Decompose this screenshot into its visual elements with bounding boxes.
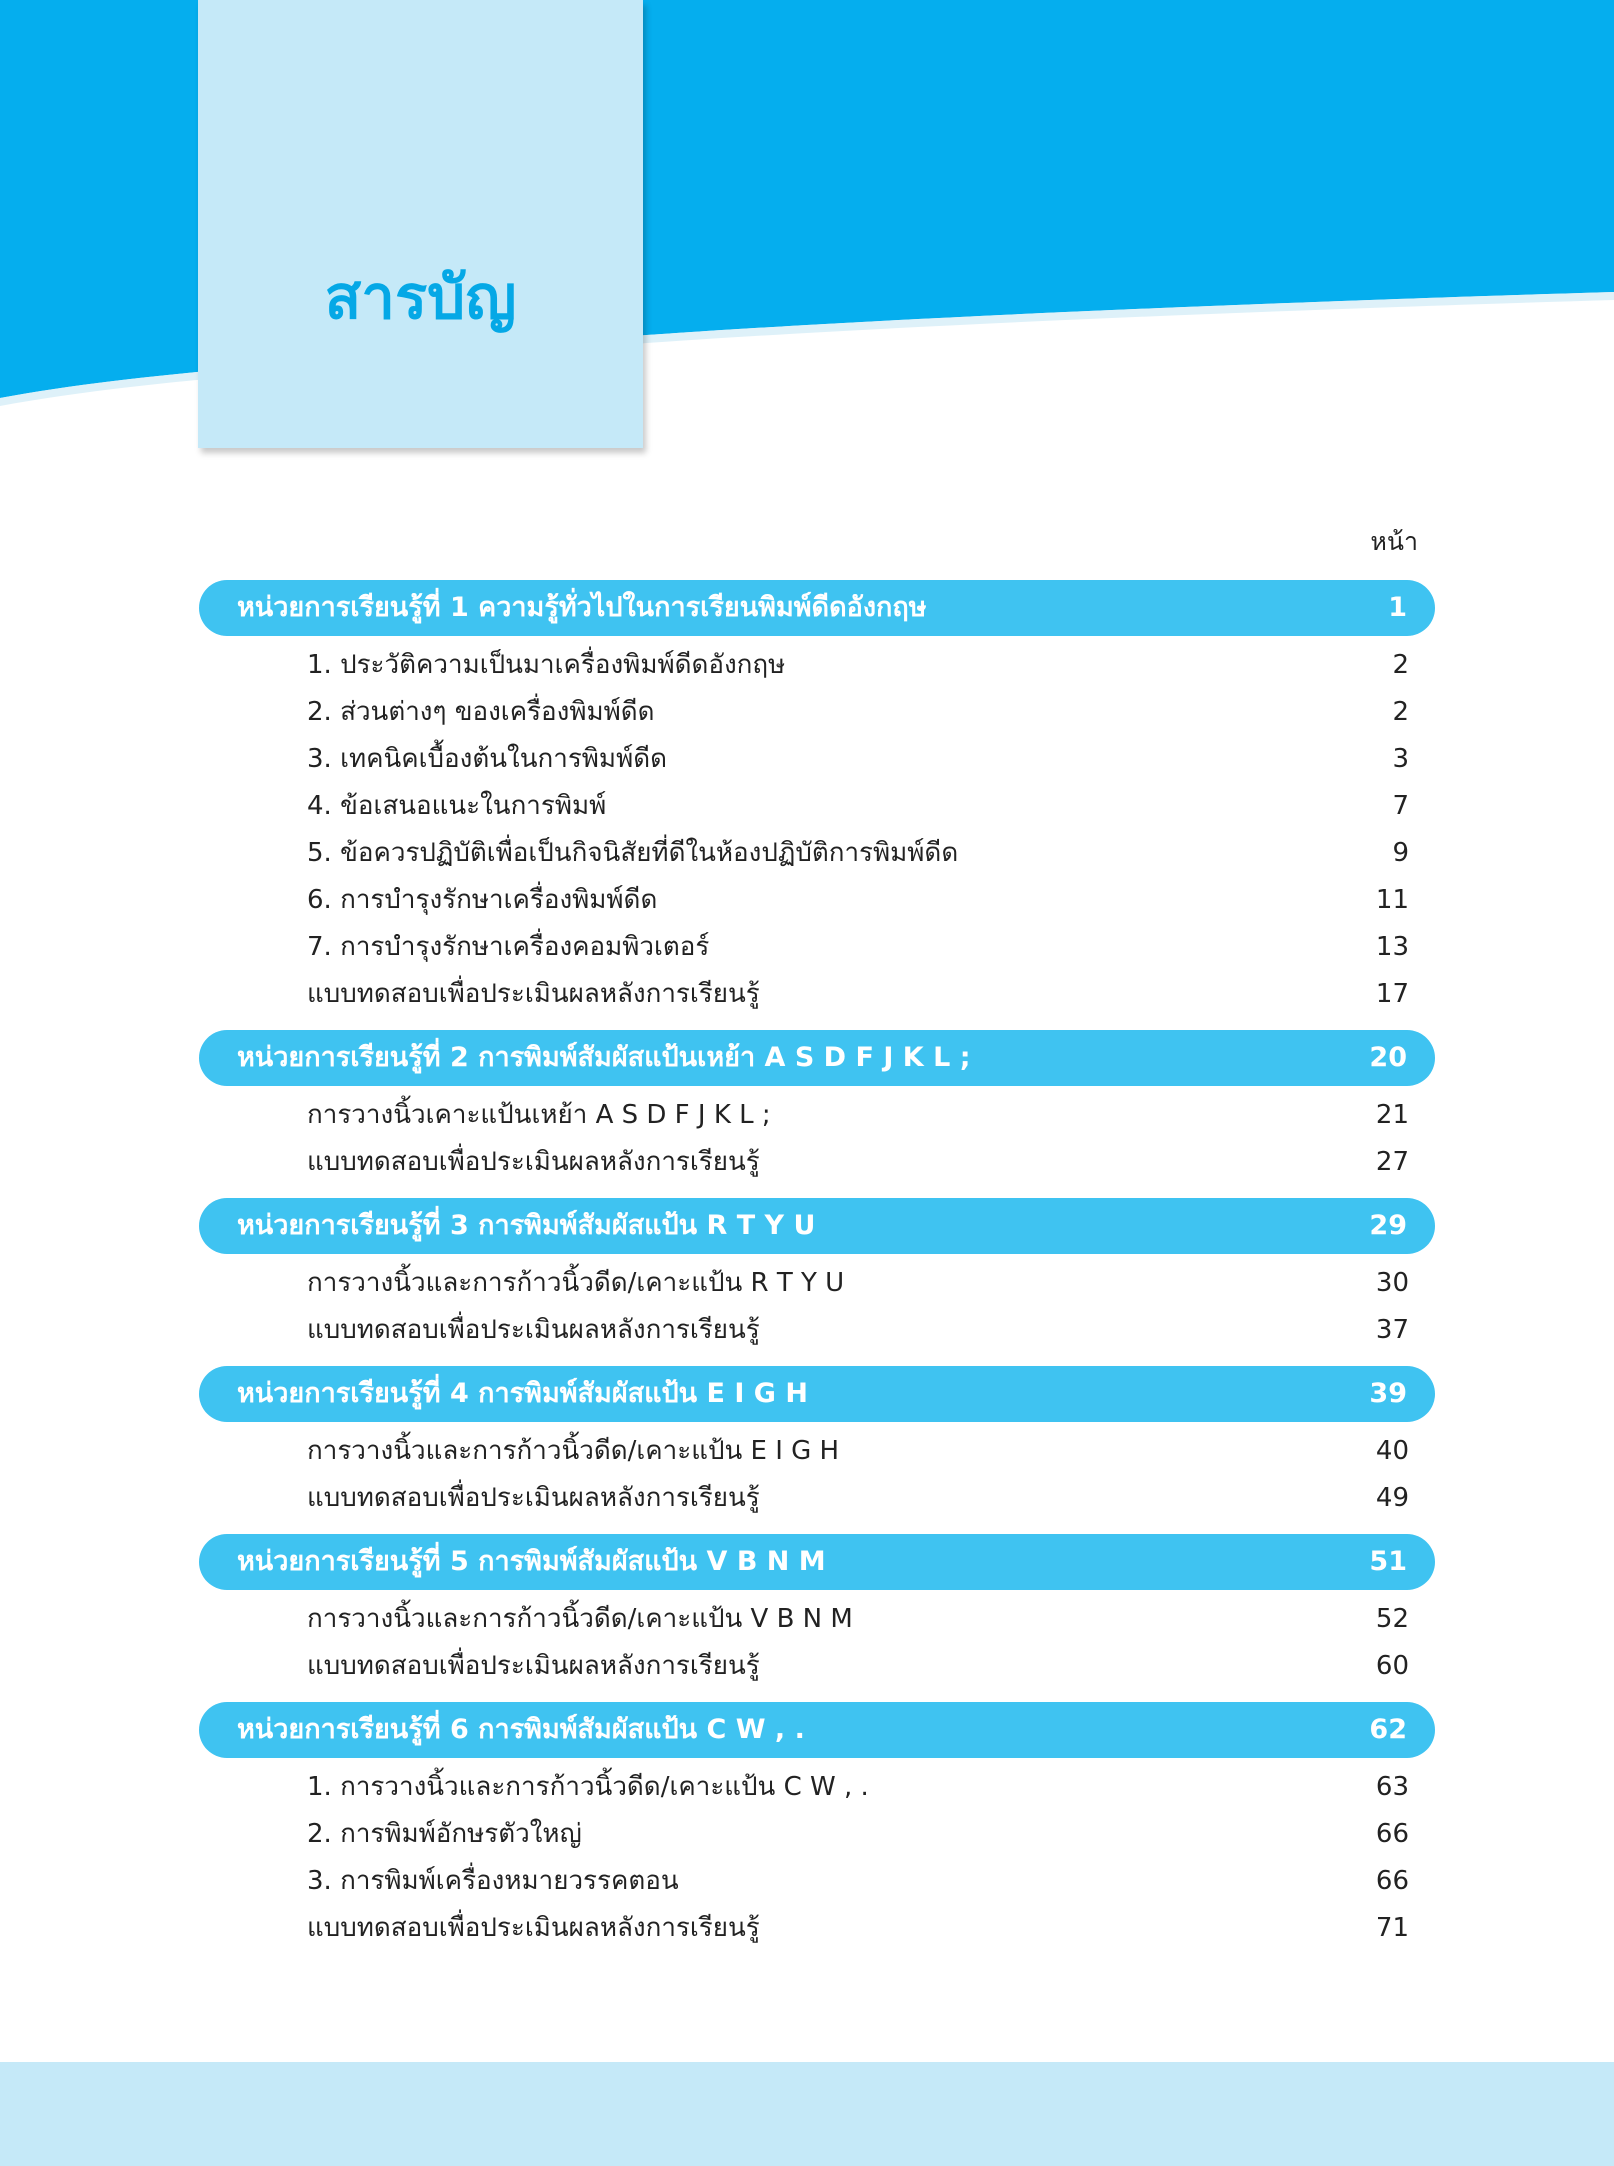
unit-page-number: 62 (1369, 1714, 1407, 1745)
toc-entry-page: 71 (1375, 1913, 1409, 1943)
toc-entry[interactable] (307, 736, 1409, 782)
toc-entry[interactable] (307, 1596, 1409, 1642)
unit-title: หน่วยการเรียนรู้ที่ 2 การพิมพ์สัมผัสแป้นเหย้า A S D F J K L ; (237, 1042, 971, 1073)
toc-entry[interactable] (307, 924, 1409, 970)
toc-entry-page: 7 (1392, 791, 1409, 821)
toc-entry[interactable] (307, 877, 1409, 923)
toc-entry[interactable] (307, 1307, 1409, 1353)
unit-header-6[interactable] (199, 1702, 1435, 1758)
toc-entry-title: 2. ส่วนต่างๆ ของเครื่องพิมพ์ดีด (307, 697, 655, 727)
toc-entry-title: การวางนิ้วและการก้าวนิ้วดีด/เคาะแป้น R T Y U (307, 1268, 845, 1298)
toc-entry-page: 11 (1375, 885, 1409, 915)
toc-entry-page: 60 (1375, 1651, 1409, 1681)
toc-entry[interactable] (307, 783, 1409, 829)
toc-entry[interactable] (307, 689, 1409, 735)
toc-entry-title: 1. การวางนิ้วและการก้าวนิ้วดีด/เคาะแป้น C W , . (307, 1772, 869, 1802)
unit-header-3[interactable] (199, 1198, 1435, 1254)
toc-entry-title: แบบทดสอบเพื่อประเมินผลหลังการเรียนรู้ (307, 1483, 760, 1513)
toc-entry-title: แบบทดสอบเพื่อประเมินผลหลังการเรียนรู้ (307, 1651, 760, 1681)
toc-entry-page: 13 (1375, 932, 1409, 962)
toc-entry-title: 6. การบำรุงรักษาเครื่องพิมพ์ดีด (307, 885, 658, 915)
toc-entry-page: 30 (1375, 1268, 1409, 1298)
unit-title: หน่วยการเรียนรู้ที่ 3 การพิมพ์สัมผัสแป้น R T Y U (237, 1210, 816, 1241)
toc-entry-page: 3 (1392, 744, 1409, 774)
toc-entry-page: 21 (1375, 1100, 1409, 1130)
page-column-label: หน้า (1370, 527, 1418, 556)
toc-entry-title: แบบทดสอบเพื่อประเมินผลหลังการเรียนรู้ (307, 1913, 760, 1943)
unit-title: หน่วยการเรียนรู้ที่ 6 การพิมพ์สัมผัสแป้น C W , . (237, 1714, 805, 1745)
page-title: สารบัญ (324, 263, 517, 333)
toc-entry[interactable] (307, 1475, 1409, 1521)
toc-entry-page: 2 (1392, 697, 1409, 727)
toc-entry[interactable] (307, 1139, 1409, 1185)
toc-entry-page: 37 (1375, 1315, 1409, 1345)
unit-page-number: 1 (1388, 592, 1407, 623)
toc-entry-page: 9 (1392, 838, 1409, 868)
toc-entry-page: 17 (1375, 979, 1409, 1009)
toc-entry-title: 1. ประวัติความเป็นมาเครื่องพิมพ์ดีดอังกฤษ (307, 650, 786, 680)
toc-entry[interactable] (307, 1260, 1409, 1306)
unit-header-2[interactable] (199, 1030, 1435, 1086)
toc-entry[interactable] (307, 1428, 1409, 1474)
unit-header-1[interactable] (199, 580, 1435, 636)
toc-entry-title: การวางนิ้วเคาะแป้นเหย้า A S D F J K L ; (307, 1100, 771, 1130)
toc-entry[interactable] (307, 1764, 1409, 1810)
toc-entry-page: 27 (1375, 1147, 1409, 1177)
toc-entry[interactable] (307, 1905, 1409, 1951)
toc-entry[interactable] (307, 1858, 1409, 1904)
toc-entry-title: แบบทดสอบเพื่อประเมินผลหลังการเรียนรู้ (307, 979, 760, 1009)
toc-entry-title: แบบทดสอบเพื่อประเมินผลหลังการเรียนรู้ (307, 1147, 760, 1177)
unit-title: หน่วยการเรียนรู้ที่ 4 การพิมพ์สัมผัสแป้น E I G H (237, 1378, 808, 1409)
toc-entry[interactable] (307, 1092, 1409, 1138)
toc-entry-page: 63 (1375, 1772, 1409, 1802)
toc-entry-title: 7. การบำรุงรักษาเครื่องคอมพิวเตอร์ (307, 932, 710, 962)
unit-header-4[interactable] (199, 1366, 1435, 1422)
footer-band (0, 2062, 1614, 2166)
title-box (198, 0, 643, 448)
toc-entry-page: 49 (1375, 1483, 1409, 1513)
toc-entry-page: 40 (1375, 1436, 1409, 1466)
toc-entry[interactable] (307, 830, 1409, 876)
unit-page-number: 39 (1369, 1378, 1407, 1409)
toc-entry-page: 66 (1375, 1819, 1409, 1849)
unit-header-5[interactable] (199, 1534, 1435, 1590)
toc-entry[interactable] (307, 971, 1409, 1017)
toc-entry-page: 52 (1375, 1604, 1409, 1634)
unit-page-number: 51 (1369, 1546, 1407, 1577)
toc-entry-title: 3. เทคนิคเบื้องต้นในการพิมพ์ดีด (307, 744, 667, 774)
toc-entry-title: 2. การพิมพ์อักษรตัวใหญ่ (307, 1819, 582, 1849)
toc-entry-title: 5. ข้อควรปฏิบัติเพื่อเป็นกิจนิสัยที่ดีในห้องปฏิบัติการพิมพ์ดีด (307, 838, 959, 868)
toc-entry[interactable] (307, 1643, 1409, 1689)
toc-entry-title: การวางนิ้วและการก้าวนิ้วดีด/เคาะแป้น V B N M (307, 1604, 853, 1634)
toc-entry-title: 3. การพิมพ์เครื่องหมายวรรคตอน (307, 1866, 679, 1896)
toc-entry[interactable] (307, 642, 1409, 688)
toc-entry-title: แบบทดสอบเพื่อประเมินผลหลังการเรียนรู้ (307, 1315, 760, 1345)
toc-entry-page: 2 (1392, 650, 1409, 680)
unit-title: หน่วยการเรียนรู้ที่ 1 ความรู้ทั่วไปในการเรียนพิมพ์ดีดอังกฤษ (237, 592, 927, 623)
toc-entry-title: 4. ข้อเสนอแนะในการพิมพ์ (307, 791, 607, 821)
toc-entry-title: การวางนิ้วและการก้าวนิ้วดีด/เคาะแป้น E I G H (307, 1436, 840, 1466)
unit-title: หน่วยการเรียนรู้ที่ 5 การพิมพ์สัมผัสแป้น V B N M (237, 1546, 826, 1577)
unit-page-number: 20 (1369, 1042, 1407, 1073)
toc-entry-page: 66 (1375, 1866, 1409, 1896)
unit-page-number: 29 (1369, 1210, 1407, 1241)
toc-entry[interactable] (307, 1811, 1409, 1857)
